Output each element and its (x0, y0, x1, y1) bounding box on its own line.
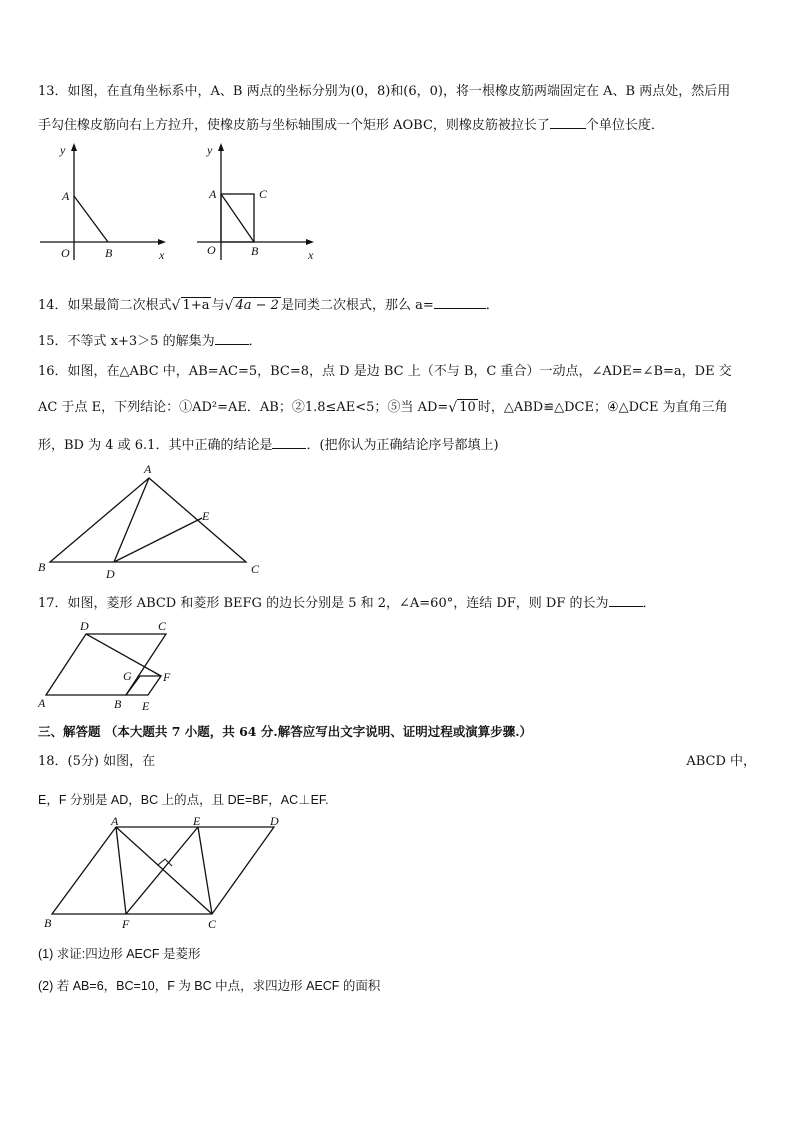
q13r-label-O: O (207, 243, 216, 257)
q17-label-B: B (114, 697, 122, 711)
q17-label-A: A (38, 696, 46, 710)
q13r-label-A: A (209, 187, 217, 201)
q17-label-C: C (158, 619, 167, 633)
q14-radicand-1: 1+a (182, 298, 210, 313)
q17-text-a: 17．如图，菱形 ABCD 和菱形 BEFG 的边长分别是 5 和 2，∠A=60°，连结 DF，则 DF 的长为 (38, 596, 609, 611)
q15-text-b: ． (248, 334, 262, 349)
q16-text-d: ．(把你认为正确结论序号都填上) (306, 438, 499, 453)
q16-label-A: A (144, 462, 152, 476)
q13-line2 (38, 114, 664, 136)
q16-text-c: 形，BD 为 4 或 6.1．其中正确的结论是 (38, 438, 273, 453)
q18-line2: E，F 分别是 AD，BC 上的点，且 DE=BF，AC⊥EF. (38, 793, 329, 807)
q14-answer-blank[interactable] (434, 294, 486, 309)
q14-radicand-2: 4a − 2 (235, 298, 279, 313)
q16-label-E: E (202, 509, 210, 523)
q18-label-E: E (193, 814, 201, 828)
q13r-label-y: y (207, 143, 213, 157)
q16-text-a: AC 于点 E，下列结论：①AD²=AE．AB；②1.8≤AE<5；⑤当 AD= (38, 400, 449, 415)
q17-line (38, 592, 656, 614)
q14-text-a: 14．如果最简二次根式 (38, 298, 172, 313)
q15-text-a: 15．不等式 x+3＞5 的解集为 (38, 334, 215, 349)
q13-figure-right (195, 140, 325, 270)
q13-label-O: O (61, 246, 70, 260)
q17-label-G: G (123, 669, 132, 683)
q18-label-C: C (208, 917, 217, 931)
q18-label-A: A (111, 814, 119, 828)
q14-text-b: 与 (211, 298, 225, 313)
q18-line1-right: ABCD 中， (686, 754, 756, 769)
q13-answer-blank[interactable] (550, 114, 586, 129)
section-3-heading: 三、解答题 （本大题共 7 小题，共 64 分.解答应写出文字说明、证明过程或演算步骤.） (38, 724, 533, 739)
q18-sub1: (1) 求证:四边形 AECF 是菱形 (38, 947, 201, 961)
q17-figure (36, 618, 186, 713)
q18-label-D: D (270, 814, 279, 828)
q18-line1-left: 18．(5分) 如图，在 (38, 754, 156, 769)
q13-label-B: B (105, 246, 113, 260)
q18-figure (36, 815, 296, 935)
q16-line1: 16．如图，在△ABC 中，AB=AC=5，BC=8，点 D 是边 BC 上（不与 B，C 重合）一动点，∠ADE=∠B=a，DE 交 (38, 364, 732, 379)
q17-label-F: F (163, 670, 171, 684)
q18-label-F: F (122, 917, 130, 931)
q14-line: 14．如果最简二次根式 √ 1+a 与 √ 4a − 2 是同类二次根式，那么 a= ． (38, 294, 499, 316)
q13-line1: 13．如图，在直角坐标系中，A、B 两点的坐标分别为(0，8)和(6，0)，将一根橡皮筋两端固定在 A、B 两点处，然后用 (38, 84, 731, 99)
q14-text-d: ． (485, 298, 499, 313)
q13r-label-x: x (308, 248, 314, 262)
q18-label-B: B (44, 916, 52, 930)
q15-answer-blank[interactable] (215, 330, 249, 345)
q13-label-A: A (62, 189, 70, 203)
q15-line (38, 330, 262, 352)
q13-figure-left (38, 140, 178, 270)
q13-text-b: 个单位长度． (585, 118, 664, 133)
q16-figure (36, 460, 276, 585)
q16-text-b: 时，△ABD≌△DCE；④△DCE 为直角三角 (477, 400, 728, 415)
q17-label-D: D (80, 619, 89, 633)
q14-text-c: 是同类二次根式，那么 a= (280, 298, 434, 313)
q13-label-x: x (159, 248, 165, 262)
q16-label-C: C (251, 562, 260, 576)
q13-label-y: y (60, 143, 66, 157)
q17-label-E: E (142, 699, 150, 713)
q16-line2: AC 于点 E，下列结论：①AD²=AE．AB；②1.8≤AE<5；⑤当 AD= √ 10 时，△ABD≌△DCE；④△DCE 为直角三角 (38, 400, 728, 416)
q16-line3 (38, 434, 499, 456)
q13r-label-B: B (251, 244, 259, 258)
q17-answer-blank[interactable] (609, 592, 643, 607)
q17-text-b: ． (642, 596, 656, 611)
q16-radicand: 10 (459, 400, 476, 415)
q16-label-D: D (106, 567, 115, 581)
q13-text-a: 手勾住橡皮筋向右上方拉升，使橡皮筋与坐标轴围成一个矩形 AOBC，则橡皮筋被拉长了 (38, 118, 550, 133)
q13r-label-C: C (259, 187, 268, 201)
q16-answer-blank[interactable] (272, 434, 306, 449)
q16-label-B: B (38, 560, 46, 574)
q18-sub2: (2) 若 AB=6，BC=10，F 为 BC 中点，求四边形 AECF 的面积 (38, 979, 381, 993)
